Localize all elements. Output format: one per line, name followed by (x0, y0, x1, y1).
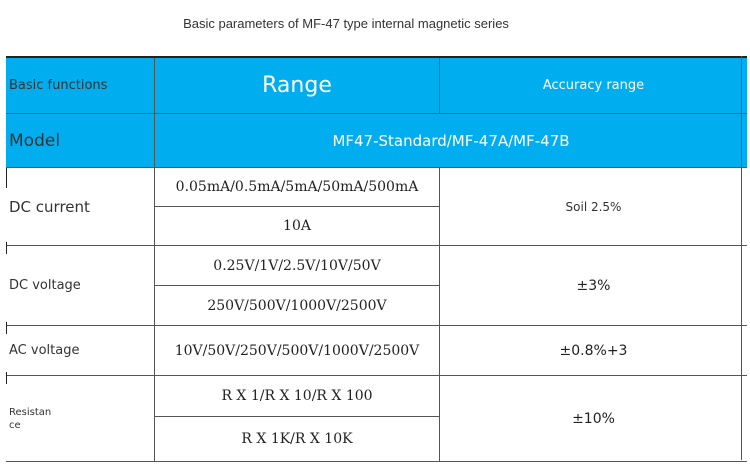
dc-current-accuracy: Soil 2.5% (440, 168, 747, 246)
ac-voltage-label: AC voltage (6, 326, 155, 376)
resistance-range-1: R X 1/R X 10/R X 100 (155, 376, 440, 417)
dc-current-range-2: 10A (155, 207, 440, 246)
model-label: Model (6, 114, 155, 168)
header-range: Range (155, 58, 440, 114)
parameters-table (6, 56, 747, 462)
table-right-border (741, 56, 742, 460)
resistance-label-line-1: Resistan (9, 406, 52, 418)
left-border-stub-1 (6, 168, 7, 188)
header-basic-functions: Basic functions (6, 58, 155, 114)
resistance-label-line-2: ce (9, 419, 21, 431)
left-border-stub-2 (6, 242, 7, 254)
dc-voltage-accuracy: ±3% (440, 246, 747, 326)
ac-voltage-accuracy: ±0.8%+3 (440, 326, 747, 376)
table-caption: Basic parameters of MF-47 type internal magnetic series (183, 16, 509, 31)
dc-current-label: DC current (6, 168, 155, 246)
resistance-accuracy: ±10% (440, 376, 747, 462)
left-border-stub-4 (6, 372, 7, 384)
ac-voltage-range: 10V/50V/250V/500V/1000V/2500V (155, 326, 440, 376)
resistance-range-2: R X 1K/R X 10K (155, 417, 440, 462)
resistance-label (6, 376, 155, 462)
left-border-stub-3 (6, 322, 7, 334)
dc-voltage-range-2: 250V/500V/1000V/2500V (155, 286, 440, 326)
model-value: MF47-Standard/MF-47A/MF-47B (155, 114, 747, 168)
dc-current-range-1: 0.05mA/0.5mA/5mA/50mA/500mA (155, 168, 440, 207)
dc-voltage-range-1: 0.25V/1V/2.5V/10V/50V (155, 246, 440, 286)
dc-voltage-label: DC voltage (6, 246, 155, 326)
header-accuracy-range: Accuracy range (440, 58, 747, 114)
